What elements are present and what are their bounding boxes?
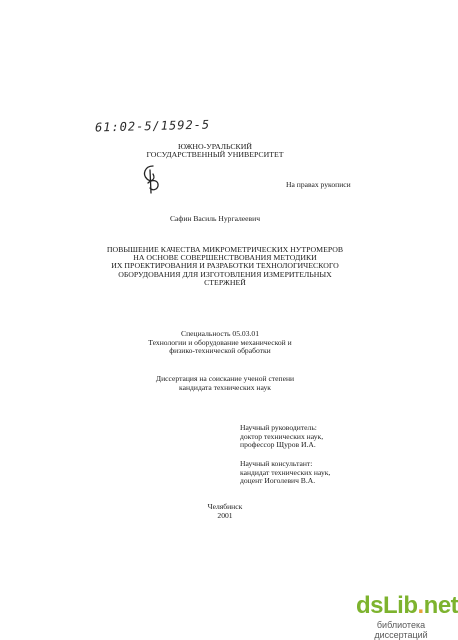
consultant-degree: кандидат технических наук,: [240, 467, 331, 477]
university-line-1: ЮЖНО-УРАЛЬСКИЙ: [177, 142, 253, 151]
consultant-label: Научный консультант:: [240, 459, 313, 468]
logo-subtitle: библиотека диссертаций: [374, 620, 428, 640]
degree-line-2: кандидата технических наук: [179, 382, 271, 392]
consultant-name: доцент Иоголевич В.А.: [240, 476, 316, 486]
supervisor-degree: доктор технических наук,: [240, 431, 324, 441]
signature-icon: [137, 160, 167, 196]
specialty-code: Специальность 05.03.01: [181, 329, 259, 338]
consultant-block: [240, 460, 330, 486]
dslib-logo: [356, 592, 458, 620]
logo-dot: .: [417, 592, 424, 619]
place-and-year: [175, 503, 275, 520]
handwritten-signature: [137, 160, 167, 196]
supervisor-label: Научный руководитель:: [240, 423, 317, 432]
dslib-watermark: [356, 592, 458, 640]
title-line: ИХ ПРОЕКТИРОВАНИЯ И РАЗРАБОТКИ ТЕХНОЛОГИЧЕСКОГО: [111, 261, 339, 271]
specialty-name-1: Технологии и оборудование механической и: [148, 337, 292, 347]
title-line: ОБОРУДОВАНИЯ ДЛЯ ИЗГОТОВЛЕНИЯ ИЗМЕРИТЕЛЬНЫХ: [118, 269, 332, 279]
handwritten-registry-number: 61:02-5/1592-5: [94, 117, 211, 135]
degree-block: [120, 375, 330, 392]
year: 2001: [217, 510, 233, 520]
logo-main: dsLib: [356, 592, 418, 619]
university-line-2: ГОСУДАРСТВЕННЫЙ УНИВЕРСИТЕТ: [146, 150, 284, 160]
supervisor-name: профессор Щуров И.А.: [240, 440, 316, 450]
manuscript-rights-note: На правах рукописи: [286, 180, 351, 189]
logo-tld: net: [423, 592, 458, 619]
university-name: [120, 143, 310, 159]
degree-line-1: Диссертация на соискание ученой степени: [155, 374, 295, 383]
city: Челябинск: [207, 502, 243, 511]
title-line: ПОВЫШЕНИЕ КАЧЕСТВА МИКРОМЕТРИЧЕСКИХ НУТРОМЕРОВ: [106, 245, 344, 254]
specialty-name-2: физико-технической обработки: [169, 346, 271, 356]
supervisor-block: [240, 424, 323, 450]
dissertation-title: [95, 246, 355, 287]
author-name: Сафин Василь Нургалеевич: [169, 214, 261, 223]
specialty-block: [120, 330, 320, 356]
title-line: НА ОСНОВЕ СОВЕРШЕНСТВОВАНИЯ МЕТОДИКИ: [133, 253, 317, 263]
title-line: СТЕРЖНЕЙ: [204, 277, 246, 287]
